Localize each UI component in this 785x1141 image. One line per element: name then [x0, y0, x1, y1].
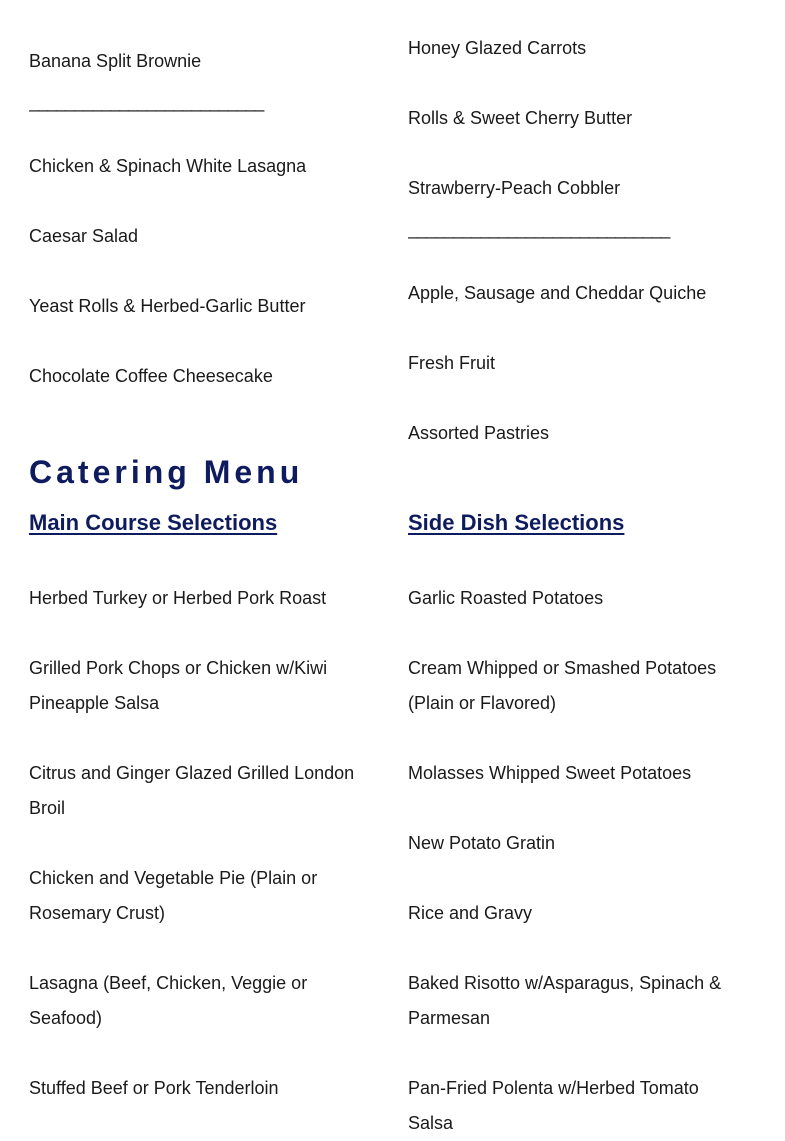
menu-divider: _____________________________	[408, 219, 670, 239]
menu-item: Yeast Rolls & Herbed-Garlic Butter	[29, 296, 306, 316]
menu-item: Chocolate Coffee Cheesecake	[29, 366, 273, 386]
menu-item: Rolls & Sweet Cherry Butter	[408, 108, 633, 128]
main-course-item: Grilled Pork Chops or Chicken w/Kiwi Pineapple Salsa	[29, 658, 328, 713]
menu-divider: __________________________	[29, 92, 264, 112]
side-dish-item: Molasses Whipped Sweet Potatoes	[408, 763, 692, 783]
menu-item: Fresh Fruit	[408, 353, 496, 373]
menu-item: Chicken & Spinach White Lasagna	[29, 156, 307, 176]
menu-item: Apple, Sausage and Cheddar Quiche	[408, 283, 707, 303]
main-course-item: Lasagna (Beef, Chicken, Veggie or Seafood)	[29, 973, 308, 1028]
main-course-heading: Main Course Selections	[29, 510, 278, 535]
side-dish-item: Garlic Roasted Potatoes	[408, 588, 604, 608]
menu-item: Caesar Salad	[29, 226, 139, 246]
menu-item: Honey Glazed Carrots	[408, 38, 587, 58]
main-course-item: Chicken and Vegetable Pie (Plain or Rosemary Crust)	[29, 868, 318, 923]
main-course-item: Herbed Turkey or Herbed Pork Roast	[29, 588, 327, 608]
menu-item: Strawberry-Peach Cobbler	[408, 178, 621, 198]
main-course-item: Citrus and Ginger Glazed Grilled London Broil	[29, 763, 355, 818]
side-dish-item: Rice and Gravy	[408, 903, 533, 923]
main-course-item: Stuffed Beef or Pork Tenderloin	[29, 1078, 279, 1098]
menu-item: Assorted Pastries	[408, 423, 550, 443]
side-dish-item: Pan-Fried Polenta w/Herbed Tomato Salsa	[408, 1078, 699, 1133]
side-dish-item: Cream Whipped or Smashed Potatoes (Plain or Flavored)	[408, 658, 717, 713]
side-dish-heading: Side Dish Selections	[408, 510, 625, 535]
catering-menu-title: Catering Menu	[29, 454, 304, 490]
side-dish-item: Baked Risotto w/Asparagus, Spinach & Parmesan	[408, 973, 722, 1028]
menu-item: Banana Split Brownie	[29, 51, 202, 71]
side-dish-item: New Potato Gratin	[408, 833, 556, 853]
